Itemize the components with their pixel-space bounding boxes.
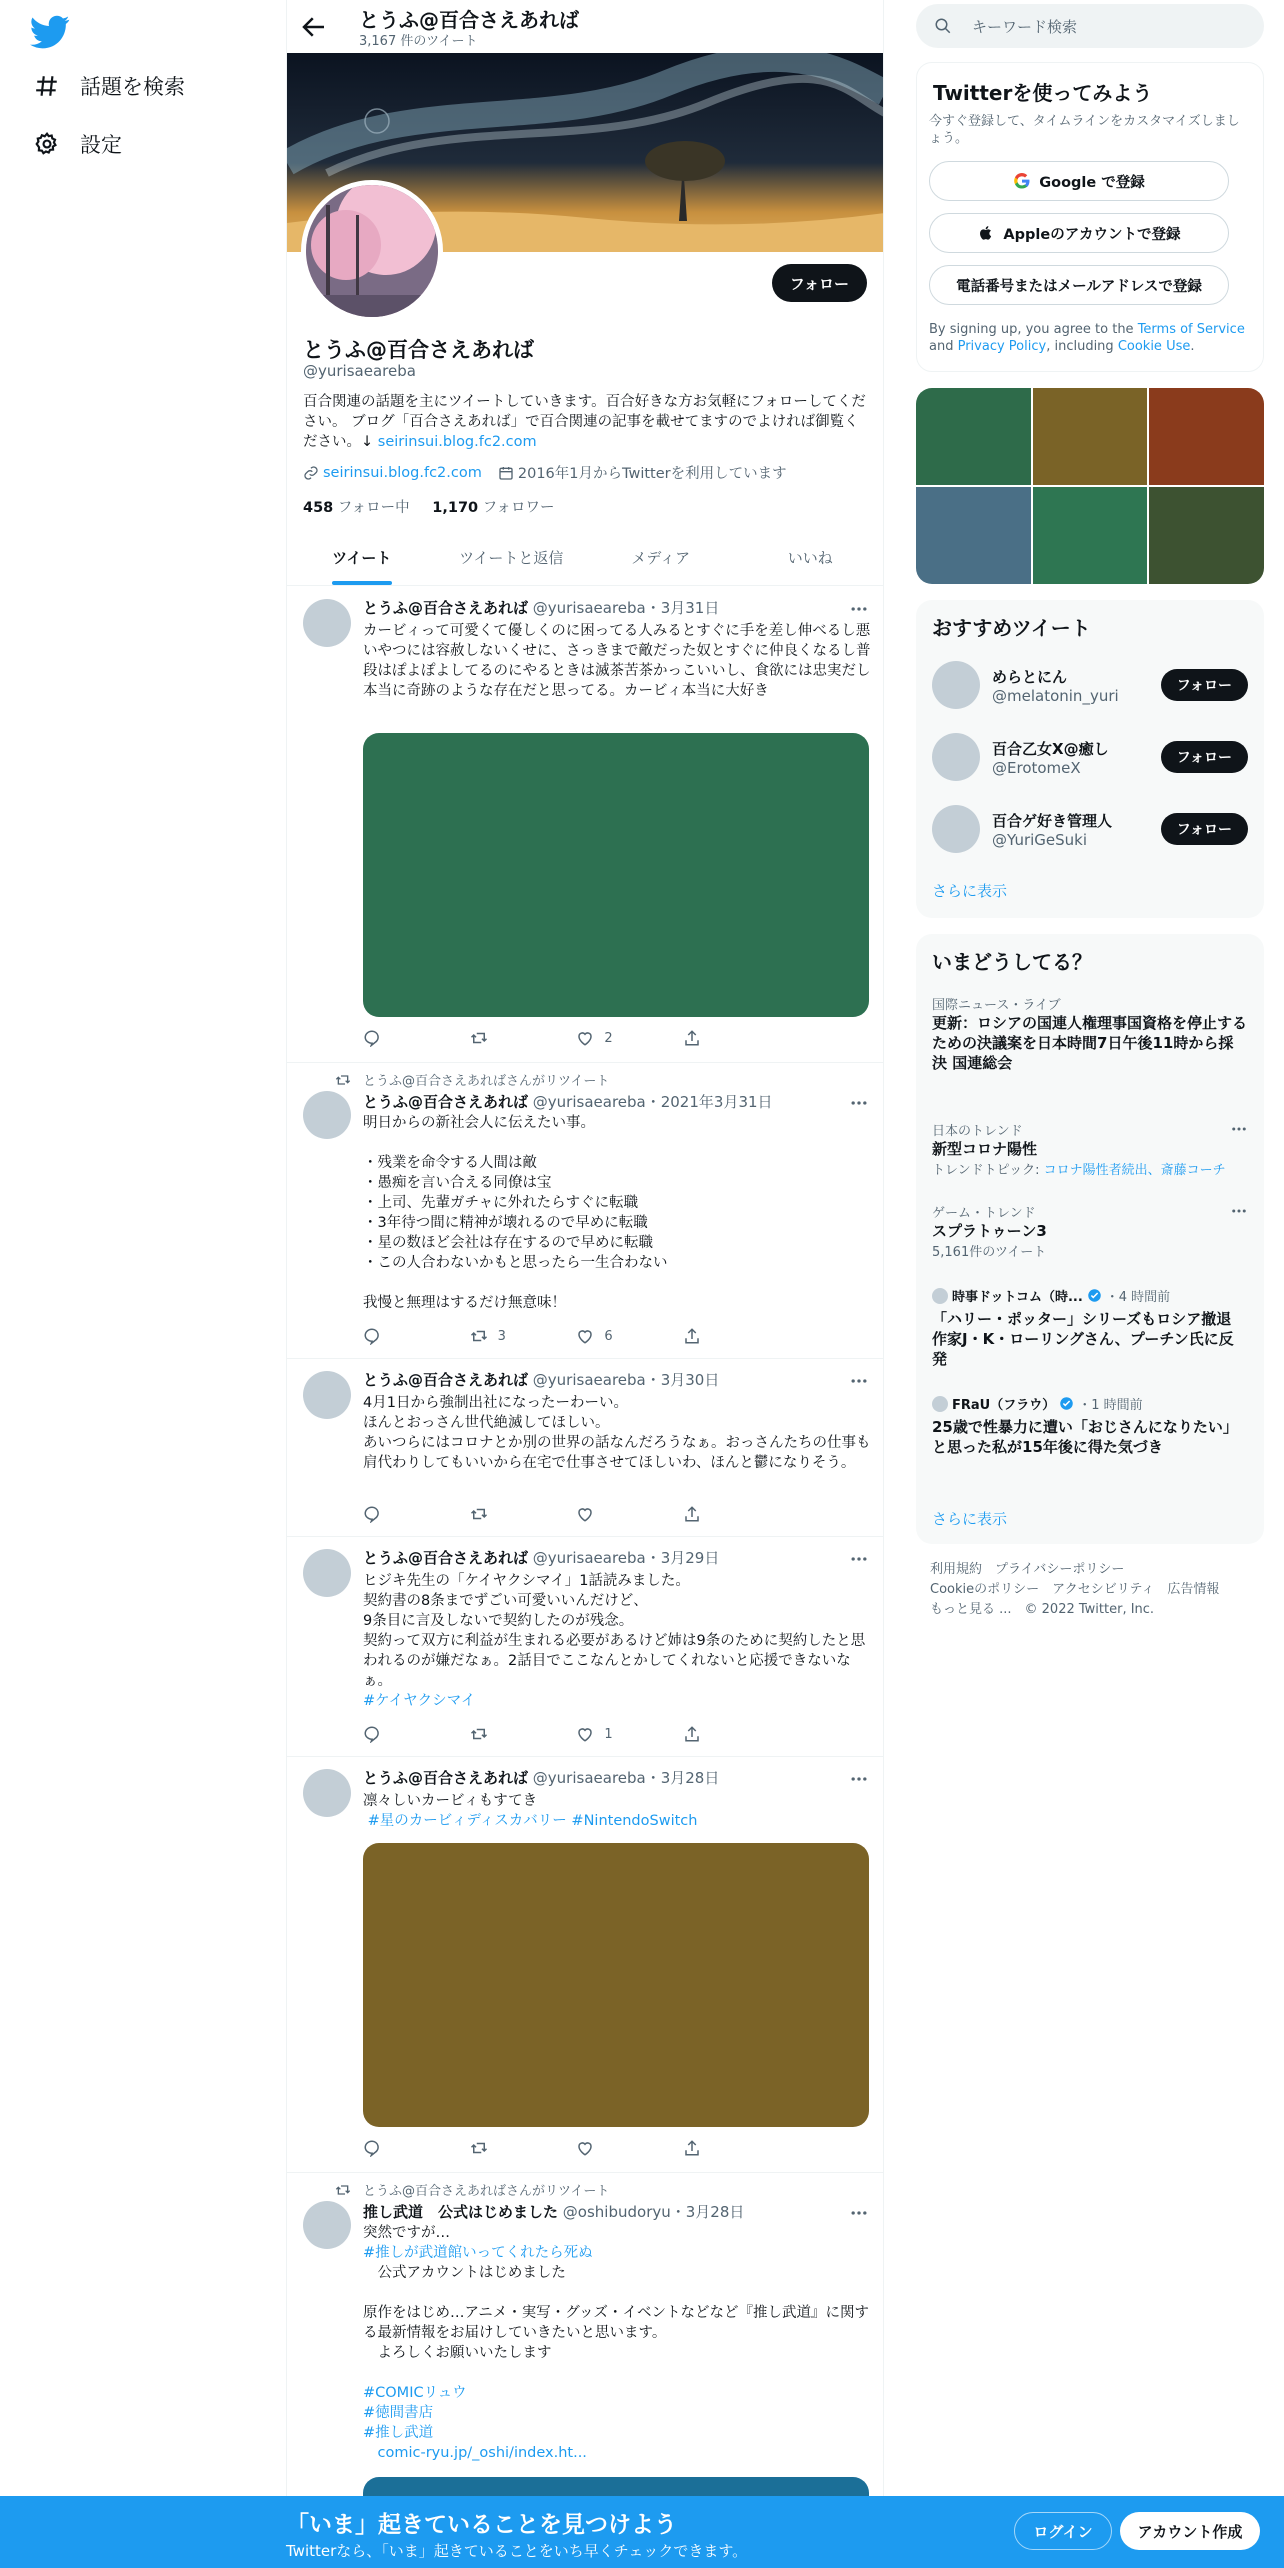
nav-explore[interactable] — [34, 64, 185, 108]
trend-title: スプラトゥーン3 — [932, 1222, 1047, 1240]
tweet-meta: @yurisaeareba・2021年3月31日 — [532, 1093, 773, 1111]
tweet-body: 凛々しいカービィもすてき — [363, 1793, 538, 1809]
heart-icon — [576, 1327, 594, 1345]
bottom-bar-title: 「いま」起きていることを見つけよう — [286, 2512, 677, 2538]
tweet[interactable] — [287, 1063, 884, 1359]
legal-text: and — [929, 339, 958, 354]
hashtag-link[interactable]: #ケイヤクシマイ — [363, 1693, 476, 1709]
signup-prompt-bar — [0, 2496, 1284, 2568]
avatar — [932, 1396, 948, 1412]
trend-item[interactable] — [932, 994, 1248, 1073]
tweet-avatar[interactable] — [303, 1371, 351, 1419]
tweet-header — [363, 1369, 719, 1390]
share-button[interactable] — [683, 1725, 783, 1743]
news-item[interactable] — [932, 1394, 1248, 1457]
retweeted-by-text[interactable]: とうふ@百合さえあればさんがリツイート — [363, 1074, 610, 1089]
more-icon[interactable] — [849, 1093, 869, 1113]
avatar — [932, 805, 980, 853]
news-time: ・4 時間前 — [1105, 1290, 1171, 1305]
media-thumbnail[interactable] — [916, 388, 1031, 485]
retweet-icon — [470, 1327, 488, 1345]
twitter-logo-icon[interactable] — [30, 12, 70, 52]
retweet-icon — [335, 1072, 351, 1088]
tweet-actions — [363, 1725, 783, 1743]
tweet-avatar[interactable] — [303, 599, 351, 647]
trend-related-links[interactable]: コロナ陽性者続出、斎藤コーチ — [1043, 1163, 1226, 1178]
tweet-header — [363, 1091, 773, 1112]
user-name: めらとにん — [992, 667, 1068, 686]
media-thumbnail[interactable] — [1149, 388, 1264, 485]
tweet-author[interactable]: とうふ@百合さえあれば — [363, 1549, 529, 1567]
retweet-button[interactable] — [470, 2139, 570, 2157]
trend-sub-prefix: トレンドトピック: — [932, 1163, 1044, 1178]
media-grid — [916, 388, 1264, 584]
tweet-text — [363, 1791, 871, 1831]
tweet-body: 突然ですが… — [363, 2225, 450, 2241]
tweet-meta: @yurisaeareba・3月31日 — [532, 599, 720, 617]
terms-link[interactable]: Terms of Service — [1137, 322, 1245, 337]
nav-settings-label: 設定 — [80, 133, 122, 157]
legal-text: . — [1190, 339, 1195, 354]
tweet-actions — [363, 1029, 783, 1047]
hashtag-link[interactable]: #星のカービィディスカバリー #NintendoSwitch — [363, 1813, 698, 1829]
footer-line[interactable]: もっと見る ... © 2022 Twitter, Inc. — [930, 1602, 1155, 1617]
like-button[interactable] — [576, 1505, 676, 1523]
news-item[interactable] — [932, 1286, 1248, 1369]
like-count: 6 — [604, 1328, 613, 1344]
reply-button[interactable] — [363, 1505, 463, 1523]
profile-handle: @yurisaeareba — [303, 362, 416, 380]
followers-link[interactable] — [432, 500, 554, 516]
avatar — [932, 1288, 948, 1304]
retweet-icon — [470, 2139, 488, 2157]
reply-icon — [363, 2139, 381, 2157]
footer-links — [930, 1560, 1250, 1620]
share-button[interactable] — [683, 1327, 783, 1345]
reply-icon — [363, 1505, 381, 1523]
who-to-follow-title: おすすめツイート — [932, 616, 1091, 640]
tweet[interactable] — [287, 1757, 884, 2173]
who-to-follow-item[interactable] — [932, 656, 1248, 714]
hashtag-link[interactable]: #COMICリュウ #徳間書店 #推し武道 — [363, 2385, 467, 2441]
legal-text: By signing up, you agree to the — [929, 322, 1138, 337]
link-icon — [303, 465, 319, 481]
tweet[interactable] — [287, 587, 884, 1063]
follow-button[interactable]: フォロー — [1161, 813, 1248, 845]
tweet[interactable] — [287, 1359, 884, 1537]
tweet-text: カービィって可愛くて優しくのに困ってる人みるとすぐに手を差し伸べるし悪いやつには容赦しないくせに、さっきまで敵だった奴とすぐに仲良くなるし普段はぽよぽよしてるのにやるときは滅茶苦茶かっこいいし、食欲には忠実だし本当に奇跡のような存在だと思ってる。カービィ本当に大好き — [363, 623, 871, 699]
reply-button[interactable] — [363, 1725, 463, 1743]
share-button[interactable] — [683, 1505, 783, 1523]
tweet-body: ヒジキ先生の「ケイヤクシマイ」1話読みました。 契約書の8条までずごい可愛いいんだけど、 9条目に言及しないで契約したのが残念。 契約って双方に利益が生まれる必要があるけど姉は9条のために契約したと思われるのが嫌だなぁ。2話目でここなんとかしてくれないと応援できないなぁ。 — [363, 1573, 866, 1689]
following-label: フォロー中 — [337, 500, 410, 516]
profile-avatar[interactable] — [301, 180, 443, 322]
tweet-header — [363, 1547, 719, 1568]
who-to-follow-item[interactable] — [932, 800, 1248, 858]
retweet-icon — [335, 2182, 351, 2198]
apple-icon — [977, 224, 995, 242]
avatar — [932, 733, 980, 781]
news-title: 「ハリー・ポッター」シリーズもロシア撤退 作家J・K・ローリングさん、プーチン氏に反発 — [932, 1310, 1247, 1368]
tweet-body: 公式アカウントはじめました 原作をはじめ…アニメ・実写・グッズ・イベントなどなど『推し武道』に関する最新情報をお届けしていきたいと思います。 よろしくお願いいたします — [363, 2265, 870, 2361]
media-thumbnail[interactable] — [916, 487, 1031, 584]
search-placeholder: キーワード検索 — [972, 17, 1078, 36]
news-source-name: FRaU（フラウ） — [952, 1398, 1056, 1413]
google-signup-button[interactable] — [929, 161, 1229, 201]
trend-title: 新型コロナ陽性 — [932, 1140, 1038, 1158]
tweet-meta: @yurisaeareba・3月30日 — [532, 1371, 720, 1389]
media-thumbnail[interactable] — [1149, 487, 1264, 584]
bottom-bar-subtitle: Twitterなら、「いま」起きていることをいち早くチェックできます。 — [286, 2542, 748, 2560]
profile-meta — [303, 462, 787, 483]
like-button[interactable] — [576, 2139, 676, 2157]
nav-settings[interactable] — [34, 122, 122, 166]
who-to-follow-item[interactable] — [932, 728, 1248, 786]
share-icon — [683, 1505, 701, 1523]
tweet-header — [363, 597, 719, 618]
retweet-icon — [470, 1029, 488, 1047]
news-source-name: 時事ドットコム（時... — [952, 1290, 1083, 1305]
show-more-link[interactable]: さらに表示 — [932, 882, 1008, 900]
share-icon — [683, 1029, 701, 1047]
reply-icon — [363, 1725, 381, 1743]
more-icon[interactable] — [849, 1371, 869, 1391]
tab-tweets-replies[interactable]: ツイートと返信 — [459, 549, 564, 567]
tweet-text: 明日からの新社会人に伝えたい事。 ・残業を命令する人間は敵 ・愚痴を言い合える同僚は宝 ・上司、先輩ガチャに外れたらすぐに転職 ・3年待つ間に精神が壊れるので早めに転職 ・星の数ほど会社は存在するので早めに転職 ・この人合わないかもと思ったら一生合わない 我慢と無理はするだけ無意味！ — [363, 1115, 668, 1311]
tweet-author[interactable]: とうふ@百合さえあれば — [363, 599, 529, 617]
joined-date: 2016年1月からTwitterを利用しています — [517, 466, 787, 482]
tweet-actions — [363, 2139, 783, 2157]
share-button[interactable] — [683, 2139, 783, 2157]
login-button[interactable]: ログイン — [1014, 2512, 1112, 2550]
tweet-count: 3,167 件のツイート — [359, 34, 478, 49]
more-icon[interactable] — [1230, 1202, 1248, 1220]
profile-name: とうふ@百合さえあれば — [303, 338, 534, 362]
like-button[interactable] — [576, 1327, 676, 1345]
show-more-link[interactable]: さらに表示 — [932, 1510, 1008, 1528]
share-icon — [683, 1327, 701, 1345]
footer-line[interactable]: 利用規約 プライバシーポリシー — [930, 1562, 1125, 1577]
privacy-link[interactable]: Privacy Policy — [957, 339, 1047, 354]
signup-legal — [929, 321, 1253, 355]
signup-desc: 今すぐ登録して、タイムラインをカスタマイズしましょう。 — [929, 114, 1240, 146]
tweet-media[interactable] — [363, 1843, 869, 2127]
profile-tabs — [287, 530, 884, 586]
more-icon[interactable] — [1230, 1120, 1248, 1138]
follow-button[interactable]: フォロー — [772, 264, 867, 302]
google-icon — [1013, 172, 1031, 190]
gear-icon — [34, 131, 60, 157]
phone-email-signup-button[interactable]: 電話番号またはメールアドレスで登録 — [929, 265, 1229, 305]
reply-icon — [363, 1327, 381, 1345]
tab-media[interactable]: メディア — [631, 549, 691, 567]
tweet-text: 4月1日から強制出社になったーわーい。 ほんとおっさん世代絶滅してほしい。 あいつらにはコロナとか別の世界の話なんだろうなぁ。おっさんたちの仕事も肩代わりしてもいいから在宅で仕事させてほしいわ、ほんと鬱になりそう。 — [363, 1395, 871, 1471]
header-title: とうふ@百合さえあれば — [359, 8, 579, 32]
news-source — [932, 1394, 1248, 1413]
retweet-button[interactable] — [470, 1725, 570, 1743]
bio-link[interactable]: seirinsui.blog.fc2.com — [377, 434, 537, 450]
tweet-header — [363, 1767, 719, 1788]
trend-context: 国際ニュース・ライブ — [932, 998, 1061, 1013]
user-handle: @melatonin_yuri — [992, 686, 1119, 705]
more-icon[interactable] — [849, 1549, 869, 1569]
who-to-follow-card — [916, 600, 1264, 918]
website-link[interactable]: seirinsui.blog.fc2.com — [323, 464, 482, 481]
reply-button[interactable] — [363, 1029, 463, 1047]
heart-icon — [576, 1505, 594, 1523]
user-handle: @YuriGeSuki — [992, 830, 1088, 849]
retweet-indicator — [335, 2180, 609, 2199]
reply-icon — [363, 1029, 381, 1047]
followers-count: 1,170 — [432, 500, 479, 516]
like-count: 2 — [604, 1030, 613, 1046]
share-icon — [683, 1725, 701, 1743]
heart-icon — [576, 2139, 594, 2157]
news-title: 25歳で性暴力に遭い「おじさんになりたい」と思った私が15年後に得た気づき — [932, 1418, 1238, 1456]
tweet-text — [363, 1571, 871, 1711]
nav-explore-label: 話題を検索 — [80, 75, 185, 99]
trend-context: 日本のトレンド — [932, 1124, 1023, 1139]
signup-title: Twitterを使ってみよう — [933, 81, 1153, 105]
tweet-text — [363, 2223, 871, 2463]
cookie-link[interactable]: Cookie Use — [1117, 339, 1191, 354]
tab-likes[interactable]: いいね — [787, 549, 833, 567]
tweet-media[interactable] — [363, 733, 869, 1017]
share-button[interactable] — [683, 1029, 783, 1047]
trends-card — [916, 934, 1264, 1544]
following-count: 458 — [303, 500, 334, 516]
retweet-icon — [470, 1725, 488, 1743]
follow-button[interactable]: フォロー — [1161, 669, 1248, 701]
back-arrow-icon[interactable] — [299, 12, 329, 42]
tweet[interactable] — [287, 1537, 884, 1757]
profile-header-bar — [287, 0, 884, 53]
more-icon[interactable] — [849, 599, 869, 619]
news-source — [932, 1286, 1248, 1305]
google-signup-label: Google で登録 — [1039, 174, 1145, 191]
reply-button[interactable] — [363, 1327, 463, 1345]
calendar-icon — [498, 465, 514, 481]
following-link[interactable] — [303, 500, 410, 516]
avatar — [932, 661, 980, 709]
signup-card — [916, 62, 1264, 372]
url-link[interactable]: comic-ryu.jp/_oshi/index.ht... — [363, 2445, 587, 2461]
verified-icon — [1087, 1288, 1102, 1303]
follow-stats — [303, 496, 555, 517]
trend-context: ゲーム・トレンド — [932, 1206, 1036, 1221]
user-handle: @ErotomeX — [992, 758, 1081, 777]
tweet-author[interactable]: とうふ@百合さえあれば — [363, 1093, 529, 1111]
retweet-count: 3 — [497, 1328, 506, 1344]
like-count: 1 — [604, 1726, 613, 1742]
left-nav — [0, 0, 286, 2568]
profile-bio — [303, 392, 869, 452]
profile-bio-text: 百合関連の話題を主にツイートしていきます。百合好きな方お気軽にフォローしてください。 ブログ「百合さえあれば」で百合関連の記事を載せてますのでよければ御覧ください。↓ — [303, 394, 866, 450]
verified-icon — [1059, 1396, 1074, 1411]
followers-label: フォロワー — [482, 500, 555, 516]
hashtag-link[interactable]: #推しが武道館いってくれたら死ぬ — [363, 2245, 593, 2261]
media-thumbnail[interactable] — [1033, 487, 1148, 584]
tweet-actions — [363, 1327, 783, 1345]
main-column — [286, 0, 884, 2568]
more-icon[interactable] — [849, 1769, 869, 1789]
follow-button[interactable]: フォロー — [1161, 741, 1248, 773]
tab-tweets[interactable]: ツイート — [287, 530, 437, 585]
more-icon[interactable] — [849, 2203, 869, 2223]
apple-signup-button[interactable] — [929, 213, 1229, 253]
heart-icon — [576, 1029, 594, 1047]
tweet-actions — [363, 1505, 783, 1523]
tweet-avatar[interactable] — [303, 1091, 351, 1139]
reply-button[interactable] — [363, 2139, 463, 2157]
trend-item[interactable] — [932, 1202, 1248, 1260]
tweet-author[interactable]: 推し武道 公式はじめました — [363, 2203, 559, 2221]
signup-button[interactable]: アカウント作成 — [1120, 2512, 1260, 2550]
tweet-header — [363, 2201, 744, 2222]
like-button[interactable] — [576, 1029, 676, 1047]
footer-line[interactable]: Cookieのポリシー アクセシビリティ 広告情報 — [930, 1582, 1220, 1597]
retweet-icon — [470, 1505, 488, 1523]
retweet-indicator — [335, 1070, 609, 1089]
profile-avatar-image — [306, 185, 438, 317]
tweet-meta: @yurisaeareba・3月28日 — [532, 1769, 720, 1787]
search-box[interactable] — [916, 4, 1264, 48]
trend-title: 更新：ロシアの国連人権理事国資格を停止するための決議案を日本時間7日午後11時から採決 国連総会 — [932, 1014, 1248, 1072]
tweet-avatar[interactable] — [303, 2201, 351, 2249]
tweet-author[interactable]: とうふ@百合さえあれば — [363, 1371, 529, 1389]
user-name: 百合ゲ好き管理人 — [992, 811, 1113, 830]
tweet-avatar[interactable] — [303, 1769, 351, 1817]
heart-icon — [576, 1725, 594, 1743]
tweet-author[interactable]: とうふ@百合さえあれば — [363, 1769, 529, 1787]
legal-text: , including — [1046, 339, 1118, 354]
retweet-button[interactable] — [470, 1029, 570, 1047]
news-time: ・1 時間前 — [1078, 1398, 1143, 1413]
tweet-avatar[interactable] — [303, 1549, 351, 1597]
retweet-button[interactable] — [470, 1505, 570, 1523]
trend-tweet-count: 5,161件のツイート — [932, 1245, 1047, 1260]
retweet-button[interactable] — [470, 1327, 570, 1345]
hashtag-icon — [34, 73, 60, 99]
apple-signup-label: Appleのアカウントで登録 — [1003, 226, 1181, 243]
trend-sub — [932, 1159, 1248, 1178]
trend-item[interactable] — [932, 1120, 1248, 1178]
share-icon — [683, 2139, 701, 2157]
right-sidebar — [900, 0, 1284, 2568]
retweeted-by-text[interactable]: とうふ@百合さえあればさんがリツイート — [363, 2184, 610, 2199]
user-name: 百合乙女X@癒し — [992, 739, 1109, 758]
media-thumbnail[interactable] — [1033, 388, 1148, 485]
search-icon — [934, 17, 952, 35]
tweet-meta: @yurisaeareba・3月29日 — [532, 1549, 720, 1567]
like-button[interactable] — [576, 1725, 676, 1743]
tweet-meta: @oshibudoryu・3月28日 — [562, 2203, 745, 2221]
trends-title: いまどうしてる？ — [932, 950, 1092, 974]
